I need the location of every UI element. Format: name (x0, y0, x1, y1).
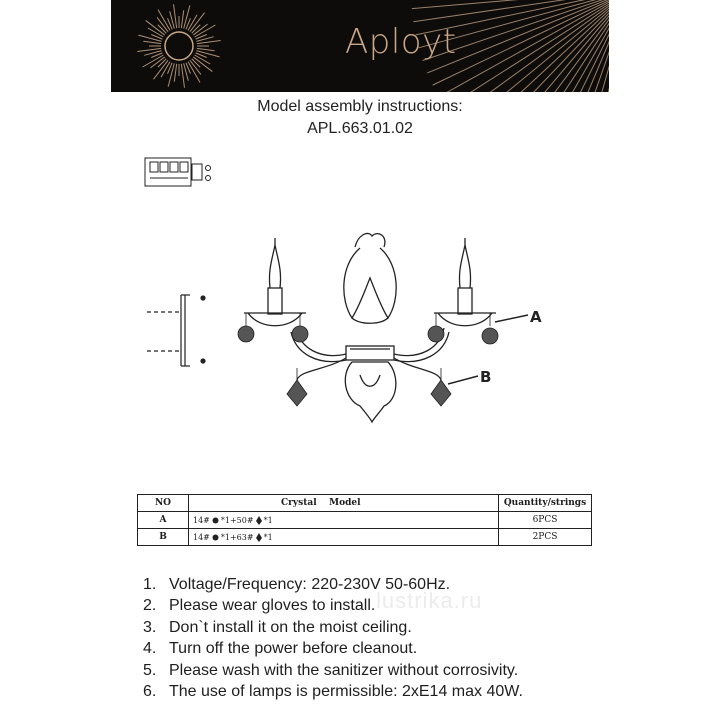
octagon-bead-icon (212, 517, 219, 524)
crystal-table (137, 494, 592, 546)
sun-ray (181, 10, 183, 28)
mounting-bracket-icon (147, 295, 205, 366)
row-no: A (138, 512, 189, 529)
document-title: Model assembly instructions: (257, 98, 463, 115)
sconce-drawing (244, 233, 496, 422)
label-b-leader (448, 376, 478, 384)
list-item: 4. Turn off the power before cleanout. (143, 640, 418, 658)
sun-ray (137, 48, 161, 51)
watermark: lustrika.ru (376, 588, 483, 613)
list-item: 6. The use of lamps is permissible: 2xE14 max 40W. (143, 682, 523, 700)
assembly-diagram (0, 150, 720, 490)
sun-ray (153, 60, 168, 79)
sun-ray (158, 25, 166, 33)
row-quantity: 6PCS (499, 512, 592, 529)
teardrop-crystal-icon (256, 516, 262, 525)
row-no: B (138, 529, 189, 546)
crystal-drops-a (238, 313, 498, 344)
list-item: 5. Please wash with the sanitizer without corrosivity. (143, 661, 519, 679)
sun-ray (192, 59, 200, 67)
label-a: A (530, 308, 542, 326)
crystal-table-header (138, 495, 592, 512)
row-quantity: 2PCS (499, 529, 592, 546)
sun-ray (196, 51, 219, 57)
sun-ray (197, 41, 221, 44)
sun-ray (190, 13, 205, 32)
column-header-no: NO (138, 495, 189, 512)
sun-ray (184, 5, 190, 28)
list-item: 1. Voltage/Frequency: 220-230V 50-60Hz. (143, 576, 451, 593)
column-header-quantity: Quantity/strings (499, 495, 592, 512)
sun-ray (193, 57, 212, 72)
list-item: 3. Don`t install it on the moist ceiling. (143, 618, 412, 636)
sun-ray (181, 64, 184, 88)
sun-logo-icon (165, 32, 193, 60)
sun-ray (197, 48, 215, 50)
label-a-leader (495, 315, 528, 322)
sun-ray (138, 35, 161, 41)
teardrop-crystal-icon (256, 533, 262, 542)
sun-ray (143, 41, 161, 43)
column-header-crystal-model: Crystal Model (189, 495, 499, 512)
crystal-drops-b (287, 368, 451, 406)
model-number: APL.663.01.02 (307, 120, 413, 137)
corner-ray (489, 0, 609, 92)
sun-ray (146, 20, 165, 35)
list-item: 2. Please wear gloves to install. (143, 597, 376, 615)
sun-ray (192, 25, 200, 33)
octagon-bead-icon (212, 534, 219, 541)
table-row (138, 512, 592, 529)
brand-logo-text: Aployt (345, 22, 457, 62)
sun-ray (158, 59, 166, 67)
table-row (138, 529, 592, 546)
row-model: 14# *1+50# *1 (189, 512, 499, 529)
sun-ray (168, 63, 174, 86)
sun-ray (174, 4, 177, 28)
corner-ray (461, 0, 609, 92)
instruction-list (143, 574, 523, 702)
row-model: 14# *1+63# *1 (189, 529, 499, 546)
brand-banner (111, 0, 609, 92)
label-b: B (480, 368, 492, 386)
sun-ray (174, 64, 176, 82)
terminal-block-icon (145, 158, 211, 186)
